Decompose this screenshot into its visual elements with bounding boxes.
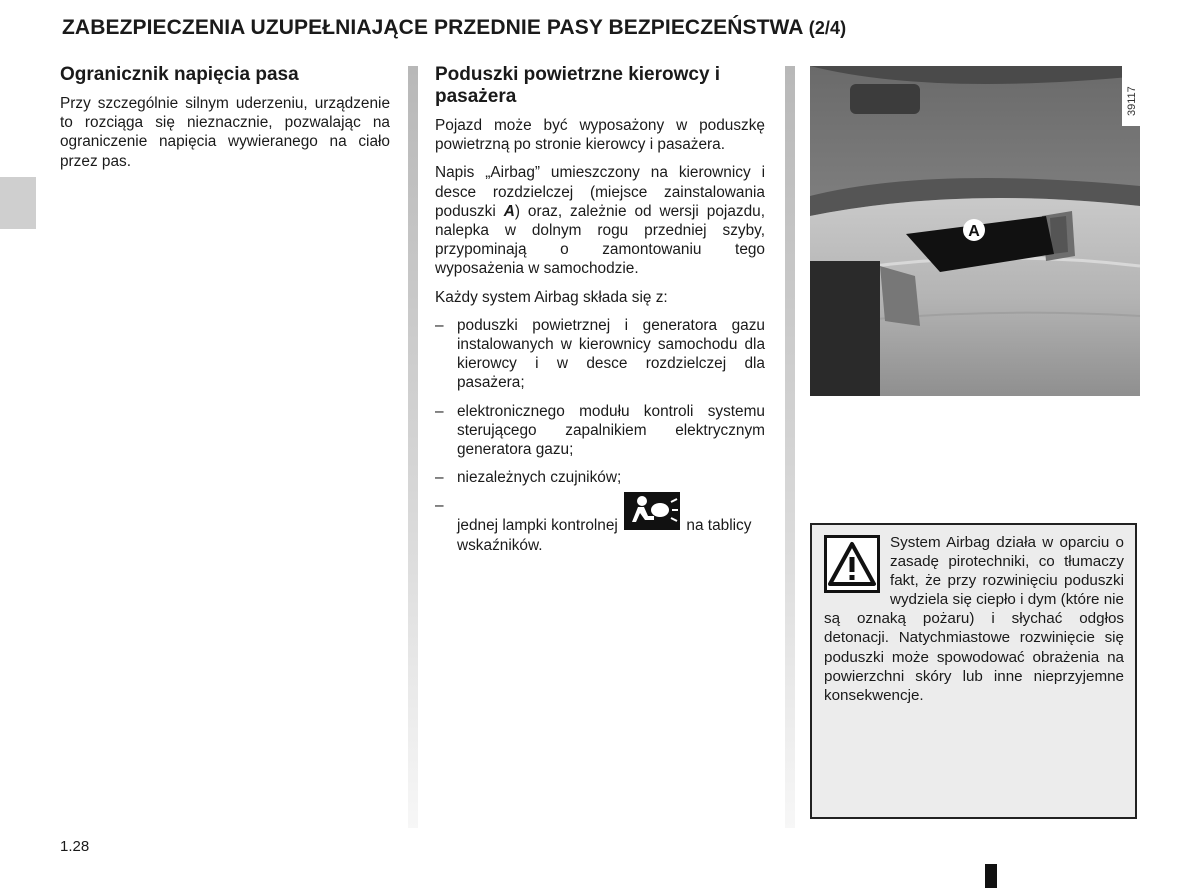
- section-paragraph: Pojazd może być wyposażony w poduszkę powietrzną po stronie kierowcy i pasażera.: [435, 117, 765, 154]
- page-edge-marker: [985, 864, 997, 888]
- warning-text: System Airbag działa w oparciu o zasadę pirotechniki, co tłumaczy fakt, że przy rozwinięciu poduszki wydziela się ciepło i dym (które nie są oznaką pożaru) i słychać odgłos detonacji. Natychmiastowe rozwinięcie się poduszki może spowodować obrażenia na powierzchni skóry lub inne nieprzyjemne konsekwencje.: [824, 534, 1124, 704]
- section-paragraph: Każdy system Airbag składa się z:: [435, 288, 668, 306]
- section-paragraph: Przy szczególnie silnym uderzeniu, urządzenie to rozciąga się nieznacznie, pozwalając na ograniczenie napięcia wywieranego na ciało przez pas.: [60, 95, 390, 170]
- page-part-indicator: (2/4): [808, 18, 847, 38]
- chapter-side-tab: [0, 177, 36, 229]
- belt-tension-limiter-section: [60, 64, 390, 180]
- warning-box: [810, 523, 1137, 819]
- list-item: [435, 402, 765, 460]
- list-item: [435, 316, 765, 393]
- airbag-warning-light-icon: [624, 492, 680, 530]
- column-divider: [785, 66, 795, 828]
- column-divider: [408, 66, 418, 828]
- image-reference-code: 39117: [1126, 86, 1138, 116]
- photo-callout-a: A: [968, 223, 980, 240]
- list-dash: –: [435, 316, 444, 334]
- list-item-text: jednej lampki kontrolnej: [457, 517, 618, 535]
- section-heading: Ogranicznik napięcia pasa: [60, 64, 299, 85]
- list-dash: –: [435, 402, 444, 420]
- list-item-text: elektronicznego modułu kontroli systemu sterującego zapalnikiem elektrycznym generatora gazu;: [457, 402, 765, 459]
- section-paragraph: [435, 163, 765, 278]
- page-number: 1.28: [60, 838, 90, 855]
- list-dash: –: [435, 497, 444, 515]
- warning-triangle-icon: [824, 535, 880, 593]
- airbags-section: [435, 64, 765, 564]
- list-item-text: na tablicy wskaźników.: [457, 517, 752, 554]
- section-heading: Poduszki powietrzne kierowcy i pasażera: [435, 64, 721, 107]
- page-title: [62, 16, 846, 40]
- list-item-text: poduszki powietrznej i generatora gazu instalowanych w kierownicy samochodu dla kierowcy i w desce rozdzielczej dla pasażera;: [457, 316, 765, 392]
- paragraph-text: Napis „Airbag” umieszczony na kierownicy i desce rozdzielczej (miejsce zainstalowania poduszki: [435, 164, 765, 220]
- page-title-text: ZABEZPIECZENIA UZUPEŁNIAJĄCE PRZEDNIE PASY BEZPIECZEŃSTWA: [62, 16, 803, 39]
- dashboard-airbag-photo: [810, 66, 1140, 396]
- location-label-a: A: [503, 202, 515, 220]
- airbag-components-list: [435, 316, 765, 555]
- list-item: [435, 468, 765, 487]
- list-dash: –: [435, 469, 444, 487]
- paragraph-text: ) oraz, zależnie od wersji pojazdu, nalepka w dolnym rogu przedniej szyby, przypominają o zamontowaniu tego wyposażenia w samochodzie.: [435, 202, 765, 278]
- list-item-text: niezależnych czujników;: [457, 469, 622, 487]
- list-item: [435, 496, 765, 554]
